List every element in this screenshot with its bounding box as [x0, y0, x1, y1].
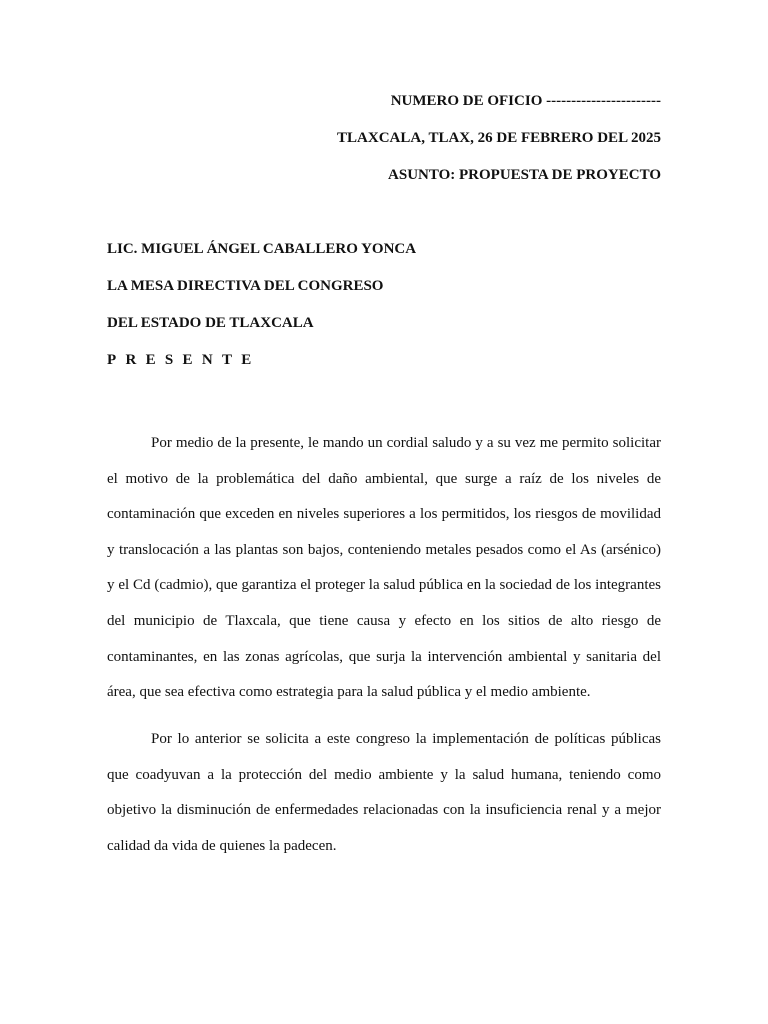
place-date: TLAXCALA, TLAX, 26 DE FEBRERO DEL 2025 — [337, 130, 661, 146]
addressee-line-2: LA MESA DIRECTIVA DEL CONGRESO — [107, 278, 384, 294]
addressee-line-3: DEL ESTADO DE TLAXCALA — [107, 315, 314, 331]
subject-line: ASUNTO: PROPUESTA DE PROYECTO — [388, 167, 661, 183]
presente-label: PRESENTE — [107, 352, 261, 368]
oficio-number: NUMERO DE OFICIO ----------------------- — [390, 93, 661, 109]
body-paragraph-1: Por medio de la presente, le mando un cordial saludo y a su vez me permito solicitar el motivo de la problemática del daño ambiental, que surge a raíz de los niveles de contaminación que exceden en niveles superiores a los permitidos, los riesgos de movilidad y translocación a las plantas son bajos, conteniendo metales pesados como el As (arsénico) y el Cd (cadmio), que garantiza el proteger la salud pública en la sociedad de los integrantes del municipio de Tlaxcala, que tiene causa y efecto en los sitios de alto riesgo de contaminantes, en las zonas agrícolas, que surja la intervención ambiental y sanitaria del área, que sea efectiva como estrategia para la salud pública y el medio ambiente. — [107, 435, 661, 701]
body-paragraph-2: Por lo anterior se solicita a este congreso la implementación de políticas públicas que coadyuvan a la protección del medio ambiente y la salud humana, teniendo como objetivo la disminución de enfermedades relacionadas con la insuficiencia renal y a mejor calidad da vida de quienes la padecen. — [107, 731, 661, 854]
addressee-name: LIC. MIGUEL ÁNGEL CABALLERO YONCA — [107, 241, 417, 257]
